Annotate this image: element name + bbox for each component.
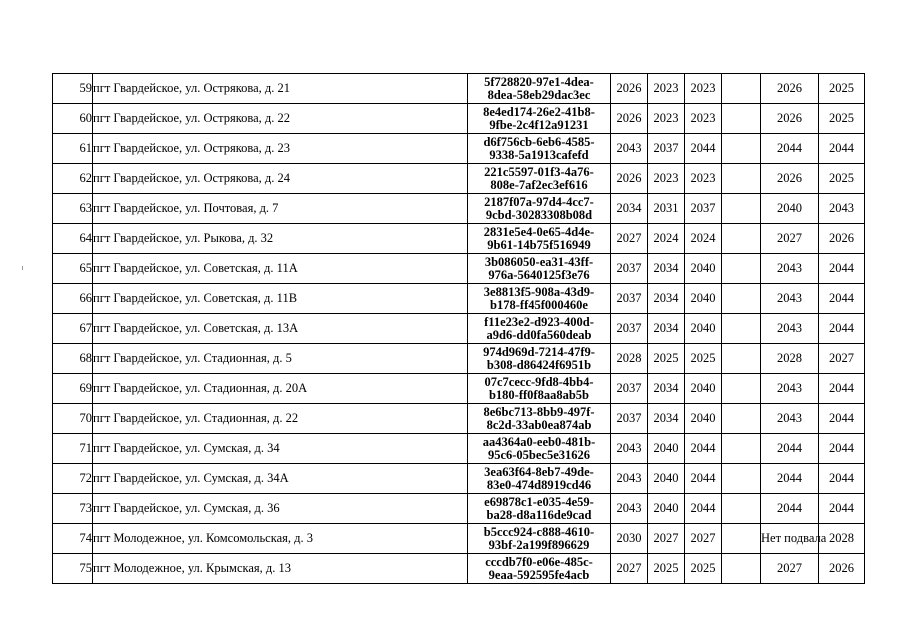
guid-line-1: b5ccc924-c888-4610- (483, 524, 595, 539)
year-cell-4 (722, 254, 761, 284)
guid-line-2: 8dea-58eb29dac3ec (487, 87, 591, 102)
year-cell-3: 2044 (685, 434, 722, 464)
page-margin-mark (22, 266, 23, 270)
year-cell-3: 2040 (685, 284, 722, 314)
year-cell-5: 2026 (761, 164, 819, 194)
table-row (53, 494, 865, 524)
guid-line-2: 95c6-05bec5e31626 (487, 447, 591, 462)
guid-line-1: 8e4ed174-26e2-41b8- (483, 104, 595, 119)
year-cell-2: 2031 (648, 194, 685, 224)
table-row (53, 464, 865, 494)
guid-cell (468, 224, 611, 254)
table-row (53, 284, 865, 314)
year-cell-2: 2025 (648, 344, 685, 374)
year-cell-4 (722, 464, 761, 494)
address-cell: пгт Гвардейское, ул. Острякова, д. 24 (93, 164, 468, 194)
address-cell: пгт Гвардейское, ул. Советская, д. 11В (93, 284, 468, 314)
year-cell-5: 2044 (761, 134, 819, 164)
guid-cell (468, 464, 611, 494)
table-row (53, 524, 865, 554)
guid-cell (468, 434, 611, 464)
guid-cell (468, 404, 611, 434)
year-cell-4 (722, 404, 761, 434)
year-cell-6: 2028 (819, 524, 865, 554)
year-cell-1: 2037 (611, 284, 648, 314)
year-cell-6: 2044 (819, 284, 865, 314)
guid-line-1: e69878c1-e035-4e59- (484, 494, 594, 509)
row-number: 68 (53, 344, 93, 374)
year-cell-4 (722, 314, 761, 344)
year-cell-1: 2027 (611, 224, 648, 254)
year-cell-1: 2043 (611, 464, 648, 494)
year-cell-3: 2040 (685, 314, 722, 344)
table-row (53, 134, 865, 164)
guid-line-2: 9cbd-30283308b08d (485, 207, 593, 222)
year-cell-6: 2044 (819, 134, 865, 164)
housing-registry-table (52, 73, 865, 584)
year-cell-6: 2025 (819, 104, 865, 134)
year-cell-2: 2025 (648, 554, 685, 584)
address-cell: пгт Молодежное, ул. Комсомольская, д. 3 (93, 524, 468, 554)
guid-cell (468, 104, 611, 134)
year-cell-3: 2025 (685, 344, 722, 374)
year-cell-1: 2028 (611, 344, 648, 374)
year-cell-2: 2034 (648, 374, 685, 404)
address-cell: пгт Гвардейское, ул. Острякова, д. 23 (93, 134, 468, 164)
year-cell-6: 2044 (819, 404, 865, 434)
year-cell-6: 2044 (819, 434, 865, 464)
year-cell-5: 2044 (761, 494, 819, 524)
address-cell: пгт Гвардейское, ул. Стадионная, д. 5 (93, 344, 468, 374)
row-number: 73 (53, 494, 93, 524)
year-cell-6: 2027 (819, 344, 865, 374)
year-cell-2: 2040 (648, 464, 685, 494)
year-cell-3: 2040 (685, 254, 722, 284)
table-row (53, 404, 865, 434)
year-cell-5: 2043 (761, 284, 819, 314)
year-cell-6: 2026 (819, 554, 865, 584)
year-cell-2: 2034 (648, 314, 685, 344)
year-cell-4 (722, 104, 761, 134)
year-cell-6: 2025 (819, 164, 865, 194)
guid-line-2: 9b61-14b75f516949 (487, 237, 591, 252)
guid-line-1: 3e8813f5-908a-43d9- (483, 284, 595, 299)
guid-line-1: 07c7cecc-9fd8-4bb4- (484, 374, 594, 389)
year-cell-1: 2026 (611, 104, 648, 134)
year-cell-3: 2037 (685, 194, 722, 224)
year-cell-1: 2030 (611, 524, 648, 554)
guid-cell (468, 344, 611, 374)
year-cell-3: 2023 (685, 74, 722, 104)
year-cell-1: 2026 (611, 164, 648, 194)
guid-line-2: b180-ff0f8aa8ab5b (488, 387, 589, 402)
guid-line-1: d6f756cb-6eb6-4585- (483, 134, 595, 149)
year-cell-5: 2026 (761, 104, 819, 134)
guid-cell (468, 524, 611, 554)
year-cell-1: 2043 (611, 434, 648, 464)
row-number: 59 (53, 74, 93, 104)
year-cell-5: 2044 (761, 464, 819, 494)
year-cell-3: 2025 (685, 554, 722, 584)
row-number: 65 (53, 254, 93, 284)
row-number: 66 (53, 284, 93, 314)
row-number: 67 (53, 314, 93, 344)
year-cell-1: 2037 (611, 254, 648, 284)
row-number: 75 (53, 554, 93, 584)
year-cell-3: 2044 (685, 494, 722, 524)
guid-cell (468, 194, 611, 224)
address-cell: пгт Гвардейское, ул. Почтовая, д. 7 (93, 194, 468, 224)
table-row (53, 224, 865, 254)
year-cell-2: 2023 (648, 104, 685, 134)
year-cell-2: 2037 (648, 134, 685, 164)
year-cell-4 (722, 134, 761, 164)
year-cell-5: 2040 (761, 194, 819, 224)
guid-line-2: b178-ff45f000460e (490, 297, 588, 312)
row-number: 63 (53, 194, 93, 224)
guid-line-2: 8c2d-33ab0ea874ab (486, 417, 592, 432)
guid-line-1: 974d969d-7214-47f9- (483, 344, 595, 359)
row-number: 62 (53, 164, 93, 194)
guid-cell (468, 494, 611, 524)
year-cell-3: 2040 (685, 404, 722, 434)
table-row (53, 194, 865, 224)
address-cell: пгт Гвардейское, ул. Сумская, д. 34А (93, 464, 468, 494)
guid-line-2: b308-d86424f6951b (486, 357, 592, 372)
guid-line-2: 93bf-2a199f896629 (488, 537, 590, 552)
address-cell: пгт Гвардейское, ул. Сумская, д. 36 (93, 494, 468, 524)
row-number: 61 (53, 134, 93, 164)
address-cell: пгт Молодежное, ул. Крымская, д. 13 (93, 554, 468, 584)
year-cell-5: Нет подвала (761, 524, 819, 554)
year-cell-4 (722, 74, 761, 104)
address-cell: пгт Гвардейское, ул. Стадионная, д. 20А (93, 374, 468, 404)
guid-line-1: 8e6bc713-8bb9-497f- (483, 404, 595, 419)
year-cell-5: 2026 (761, 74, 819, 104)
guid-line-1: 221c5597-01f3-4a76- (484, 164, 594, 179)
year-cell-4 (722, 374, 761, 404)
year-cell-4 (722, 194, 761, 224)
year-cell-2: 2023 (648, 74, 685, 104)
year-cell-5: 2028 (761, 344, 819, 374)
guid-line-1: 5f728820-97e1-4dea- (484, 74, 594, 89)
year-cell-3: 2024 (685, 224, 722, 254)
year-cell-4 (722, 524, 761, 554)
row-number: 60 (53, 104, 93, 134)
year-cell-6: 2044 (819, 314, 865, 344)
guid-line-2: 808e-7af2ec3ef616 (490, 177, 588, 192)
guid-line-1: 3ea63f64-8eb7-49de- (484, 464, 594, 479)
year-cell-4 (722, 284, 761, 314)
guid-cell (468, 374, 611, 404)
year-cell-2: 2040 (648, 434, 685, 464)
year-cell-1: 2043 (611, 494, 648, 524)
year-cell-2: 2034 (648, 404, 685, 434)
guid-cell (468, 254, 611, 284)
year-cell-5: 2043 (761, 374, 819, 404)
guid-line-1: 2187f07a-97d4-4cc7- (484, 194, 594, 209)
year-cell-2: 2024 (648, 224, 685, 254)
address-cell: пгт Гвардейское, ул. Рыкова, д. 32 (93, 224, 468, 254)
guid-line-1: aa4364a0-eeb0-481b- (482, 434, 596, 449)
year-cell-5: 2044 (761, 434, 819, 464)
guid-cell (468, 314, 611, 344)
row-number: 70 (53, 404, 93, 434)
guid-line-2: 83e0-474d8919cd46 (486, 477, 592, 492)
table-row (53, 374, 865, 404)
address-cell: пгт Гвардейское, ул. Острякова, д. 21 (93, 74, 468, 104)
year-cell-6: 2026 (819, 224, 865, 254)
table-row (53, 164, 865, 194)
guid-line-1: f11e23e2-d923-400d- (484, 314, 594, 329)
guid-line-2: 9fbe-2c4f12a91231 (489, 117, 589, 132)
year-cell-3: 2023 (685, 164, 722, 194)
year-cell-1: 2027 (611, 554, 648, 584)
year-cell-2: 2034 (648, 284, 685, 314)
year-cell-5: 2027 (761, 224, 819, 254)
row-number: 69 (53, 374, 93, 404)
table-body (53, 74, 865, 584)
row-number: 74 (53, 524, 93, 554)
year-cell-6: 2044 (819, 464, 865, 494)
year-cell-4 (722, 164, 761, 194)
year-cell-1: 2037 (611, 314, 648, 344)
year-cell-3: 2023 (685, 104, 722, 134)
guid-line-2: 9338-5a1913cafefd (489, 147, 589, 162)
year-cell-1: 2037 (611, 404, 648, 434)
address-cell: пгт Гвардейское, ул. Советская, д. 11А (93, 254, 468, 284)
year-cell-4 (722, 434, 761, 464)
guid-line-1: 3b086050-ea31-43ff- (484, 254, 594, 269)
address-cell: пгт Гвардейское, ул. Стадионная, д. 22 (93, 404, 468, 434)
table-row (53, 434, 865, 464)
guid-cell (468, 134, 611, 164)
table-row (53, 344, 865, 374)
guid-cell (468, 74, 611, 104)
guid-line-2: 9eaa-592595fe4acb (488, 567, 590, 582)
guid-cell (468, 164, 611, 194)
guid-cell (468, 284, 611, 314)
guid-cell (468, 554, 611, 584)
year-cell-3: 2027 (685, 524, 722, 554)
guid-line-2: 976a-5640125f3e76 (488, 267, 590, 282)
year-cell-1: 2043 (611, 134, 648, 164)
address-cell: пгт Гвардейское, ул. Советская, д. 13А (93, 314, 468, 344)
guid-line-2: ba28-d8a116de9cad (486, 507, 592, 522)
guid-line-1: cccdb7f0-e06e-485c- (485, 554, 593, 569)
year-cell-1: 2037 (611, 374, 648, 404)
year-cell-4 (722, 224, 761, 254)
year-cell-6: 2025 (819, 74, 865, 104)
year-cell-4 (722, 494, 761, 524)
year-cell-1: 2034 (611, 194, 648, 224)
year-cell-2: 2027 (648, 524, 685, 554)
row-number: 71 (53, 434, 93, 464)
year-cell-6: 2044 (819, 254, 865, 284)
year-cell-3: 2044 (685, 464, 722, 494)
year-cell-5: 2027 (761, 554, 819, 584)
year-cell-5: 2043 (761, 404, 819, 434)
year-cell-6: 2044 (819, 374, 865, 404)
year-cell-6: 2044 (819, 494, 865, 524)
address-cell: пгт Гвардейское, ул. Острякова, д. 22 (93, 104, 468, 134)
table-row (53, 314, 865, 344)
guid-line-1: 2831e5e4-0e65-4d4e- (483, 224, 595, 239)
year-cell-2: 2023 (648, 164, 685, 194)
table-row (53, 554, 865, 584)
address-cell: пгт Гвардейское, ул. Сумская, д. 34 (93, 434, 468, 464)
year-cell-4 (722, 554, 761, 584)
year-cell-6: 2043 (819, 194, 865, 224)
year-cell-5: 2043 (761, 314, 819, 344)
year-cell-3: 2044 (685, 134, 722, 164)
year-cell-1: 2026 (611, 74, 648, 104)
year-cell-5: 2043 (761, 254, 819, 284)
guid-line-2: a9d6-dd0fa560deab (486, 327, 592, 342)
year-cell-4 (722, 344, 761, 374)
row-number: 72 (53, 464, 93, 494)
year-cell-2: 2040 (648, 494, 685, 524)
table-row (53, 254, 865, 284)
row-number: 64 (53, 224, 93, 254)
table-row (53, 74, 865, 104)
year-cell-2: 2034 (648, 254, 685, 284)
year-cell-3: 2040 (685, 374, 722, 404)
table-row (53, 104, 865, 134)
